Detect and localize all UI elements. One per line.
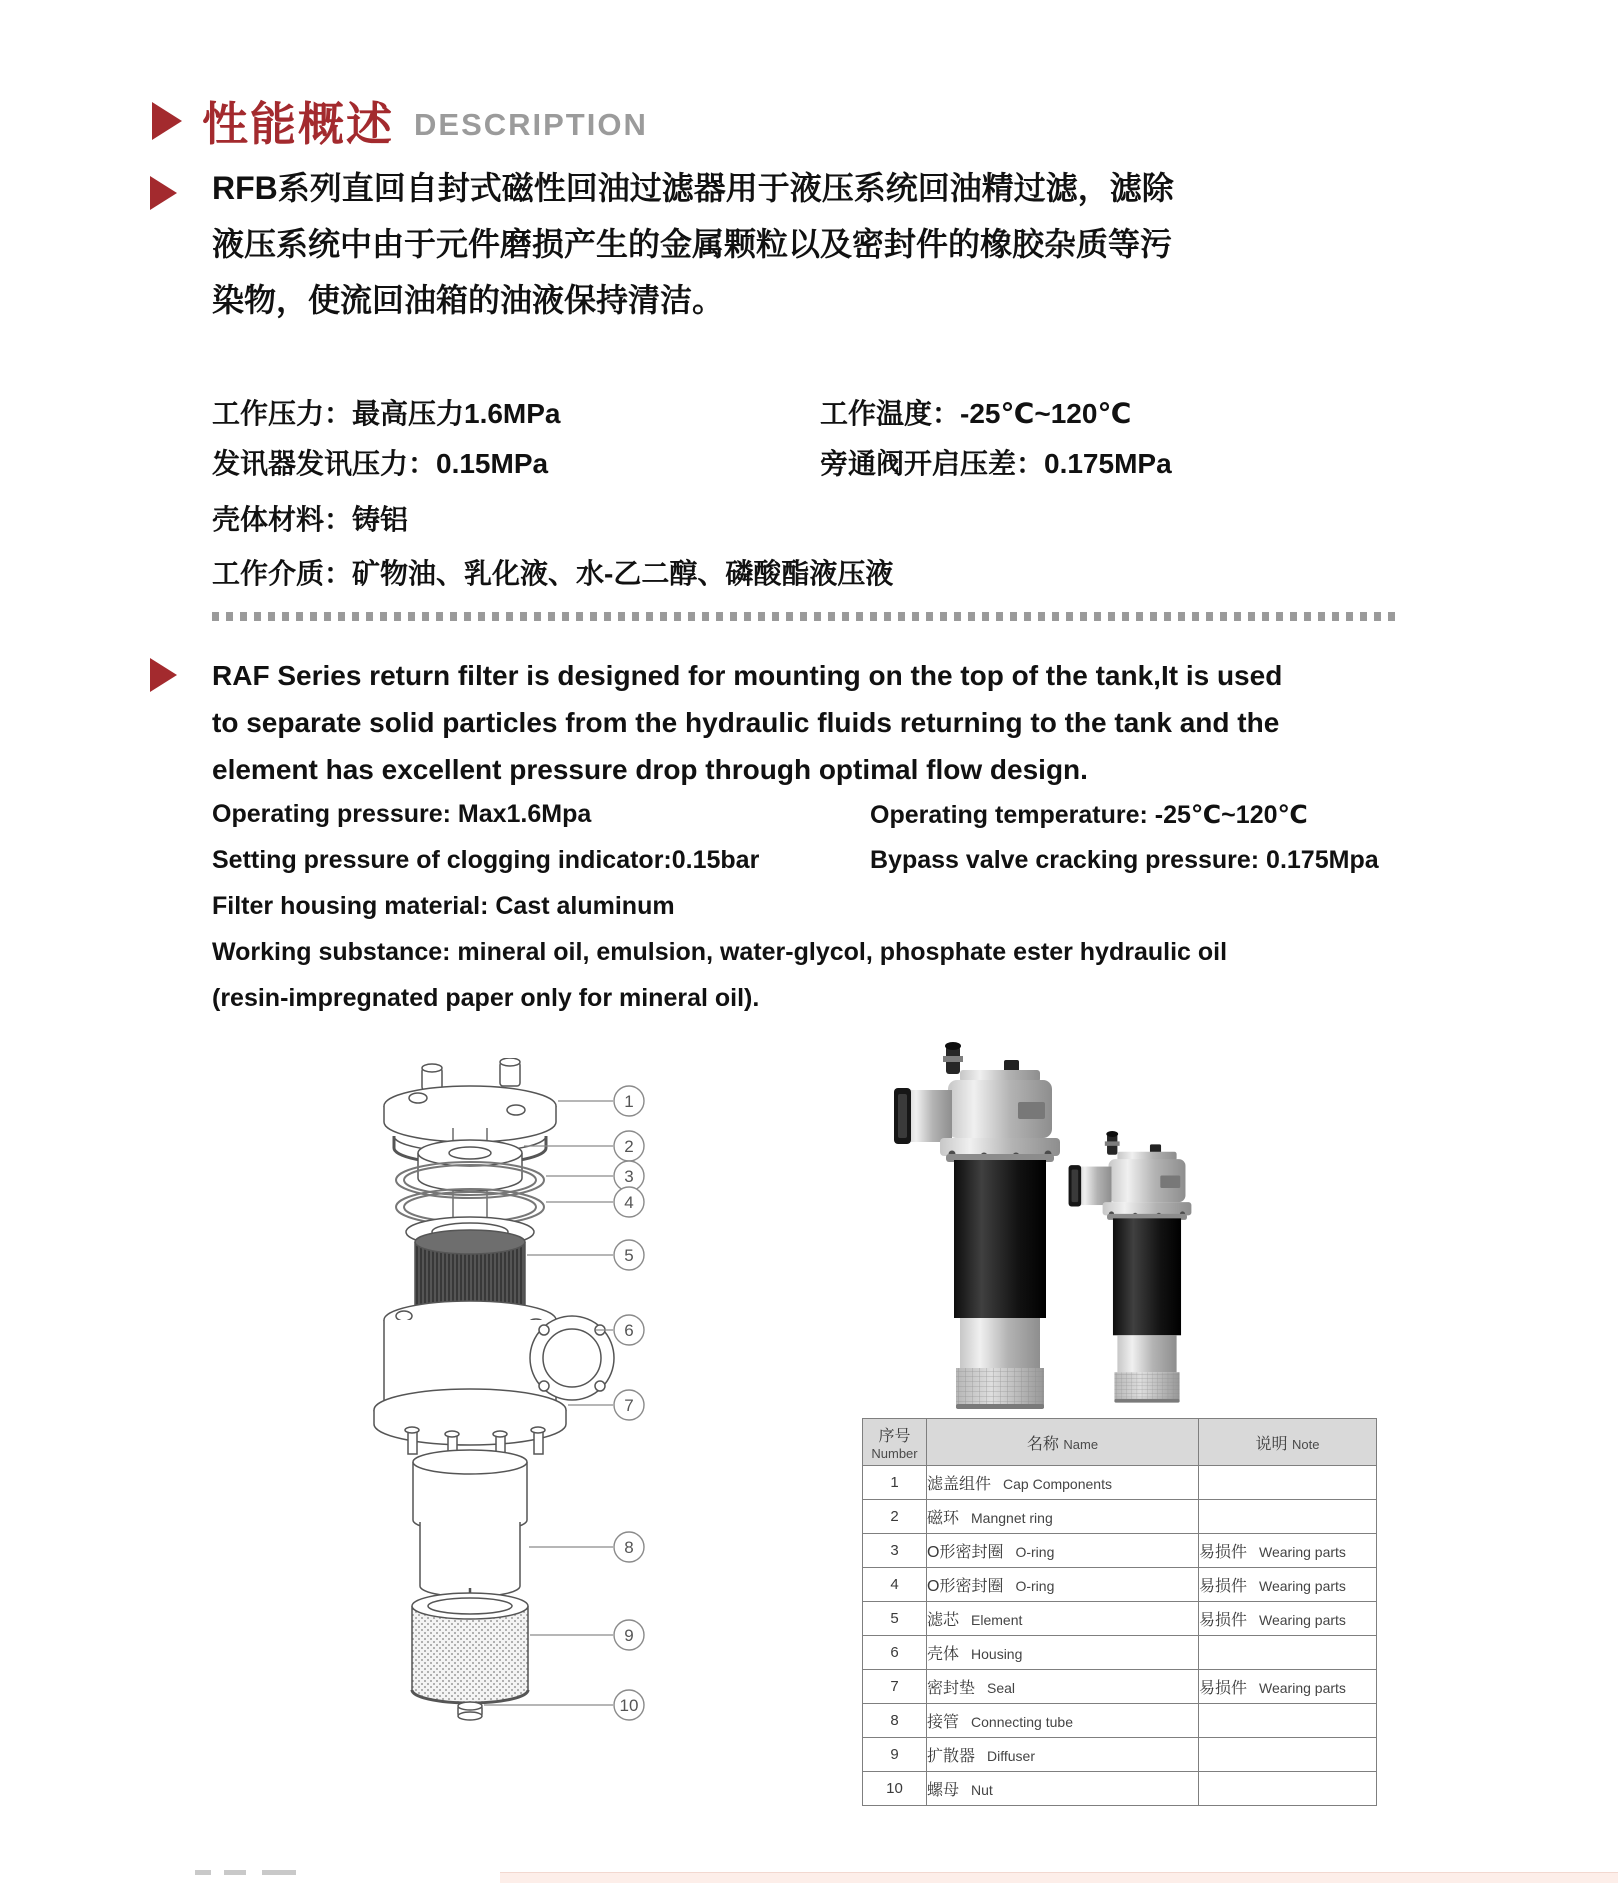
- part-nut: [458, 1702, 482, 1720]
- callout-6: 6: [624, 1321, 634, 1340]
- table-row: 7 密封垫 Seal 易损件 Wearing parts: [863, 1670, 1377, 1704]
- table-row: 4 O形密封圈 O-ring 易损件 Wearing parts: [863, 1568, 1377, 1602]
- cn-bullet-arrow-icon: [150, 176, 177, 210]
- en-spec-pressure: Operating pressure: Max1.6Mpa: [212, 800, 592, 828]
- callout-4: 4: [624, 1193, 634, 1212]
- table-row: 9 扩散器 Diffuser: [863, 1738, 1377, 1772]
- exploded-view-diagram: [300, 1058, 700, 1758]
- en-spec-indicator: Setting pressure of clogging indicator:0.15bar: [212, 846, 760, 874]
- en-paragraph-line: to separate solid particles from the hydraulic fluids returning to the tank and the: [212, 707, 1280, 738]
- callout-9: 9: [624, 1626, 634, 1645]
- page-footer-strip: [0, 1870, 1618, 1883]
- table-row: 10 螺母 Nut: [863, 1772, 1377, 1806]
- parts-table: [862, 1418, 1377, 1806]
- en-paragraph-line: RAF Series return filter is designed for mounting on the top of the tank,It is used: [212, 660, 1283, 691]
- callout-5: 5: [624, 1246, 634, 1265]
- cn-spec-media: 工作介质：矿物油、乳化液、水-乙二醇、磷酸酯液压液: [212, 558, 894, 589]
- product-photo-large: [894, 1042, 1060, 1409]
- en-paragraph-line: element has excellent pressure drop through optimal flow design.: [212, 754, 1088, 785]
- en-spec-media: Working substance: mineral oil, emulsion, water-glycol, phosphate ester hydraulic oil: [212, 938, 1228, 966]
- dotted-divider: [212, 612, 1402, 621]
- en-spec-row-1: [212, 800, 1308, 830]
- section-arrow-icon: [152, 102, 182, 140]
- en-spec-row-2: [212, 846, 1379, 875]
- section-title-en: DESCRIPTION: [414, 107, 648, 142]
- cn-spec-row-2: [212, 442, 1172, 482]
- callout-2: 2: [624, 1137, 634, 1156]
- table-row: 3 O形密封圈 O-ring 易损件 Wearing parts: [863, 1534, 1377, 1568]
- callout-3: 3: [624, 1167, 634, 1186]
- footer-accent-bar: [500, 1872, 1618, 1883]
- cn-spec-indicator: 发讯器发讯压力：0.15MPa: [212, 448, 549, 479]
- en-bullet-arrow-icon: [150, 658, 177, 692]
- col-header-name: 名称 Name: [927, 1419, 1199, 1466]
- table-row: 1 滤盖组件 Cap Components: [863, 1466, 1377, 1500]
- callout-7: 7: [624, 1396, 634, 1415]
- callout-1: 1: [624, 1092, 634, 1111]
- product-photo-small: [1069, 1131, 1192, 1403]
- table-row: 6 壳体 Housing: [863, 1636, 1377, 1670]
- en-spec-media-note: (resin-impregnated paper only for mineral oil).: [212, 984, 760, 1012]
- col-header-number: 序号 Number: [863, 1419, 927, 1466]
- cn-paragraph-line: RFB系列直回自封式磁性回油过滤器用于液压系统回油精过滤，滤除: [212, 170, 1174, 206]
- cn-spec-pressure: 工作压力：最高压力1.6MPa: [212, 398, 561, 429]
- en-paragraph: [212, 652, 1282, 793]
- callout-10: 10: [619, 1696, 639, 1715]
- table-row: 8 接管 Connecting tube: [863, 1704, 1377, 1738]
- cn-spec-material: 壳体材料：铸铝: [212, 504, 409, 535]
- en-spec-material: Filter housing material: Cast aluminum: [212, 892, 675, 920]
- table-row: 2 磁环 Mangnet ring: [863, 1500, 1377, 1534]
- en-spec-temperature: Operating temperature: -25℃~120℃: [870, 801, 1308, 829]
- callout-circles: [614, 1086, 644, 1720]
- callout-8: 8: [624, 1538, 634, 1557]
- cn-paragraph-line: 液压系统中由于元件磨损产生的金属颗粒以及密封件的橡胶杂质等污: [212, 226, 1173, 262]
- cn-paragraph: [212, 160, 1174, 328]
- col-header-note: 说明 Note: [1199, 1419, 1377, 1466]
- product-photos: [860, 1038, 1300, 1410]
- en-spec-bypass: Bypass valve cracking pressure: 0.175Mpa: [870, 846, 1379, 874]
- section-title-cn: 性能概述: [202, 98, 394, 150]
- cn-spec-row-1: [212, 392, 1131, 432]
- cn-spec-temperature: 工作温度：-25℃~120℃: [820, 398, 1132, 429]
- cn-paragraph-line: 染物，使流回油箱的油液保持清洁。: [212, 282, 725, 318]
- section-header: [152, 88, 648, 154]
- parts-table-header-row: [863, 1419, 1377, 1466]
- cn-spec-bypass: 旁通阀开启压差：0.175MPa: [820, 448, 1172, 479]
- part-diffuser: [412, 1593, 528, 1703]
- table-row: 5 滤芯 Element 易损件 Wearing parts: [863, 1602, 1377, 1636]
